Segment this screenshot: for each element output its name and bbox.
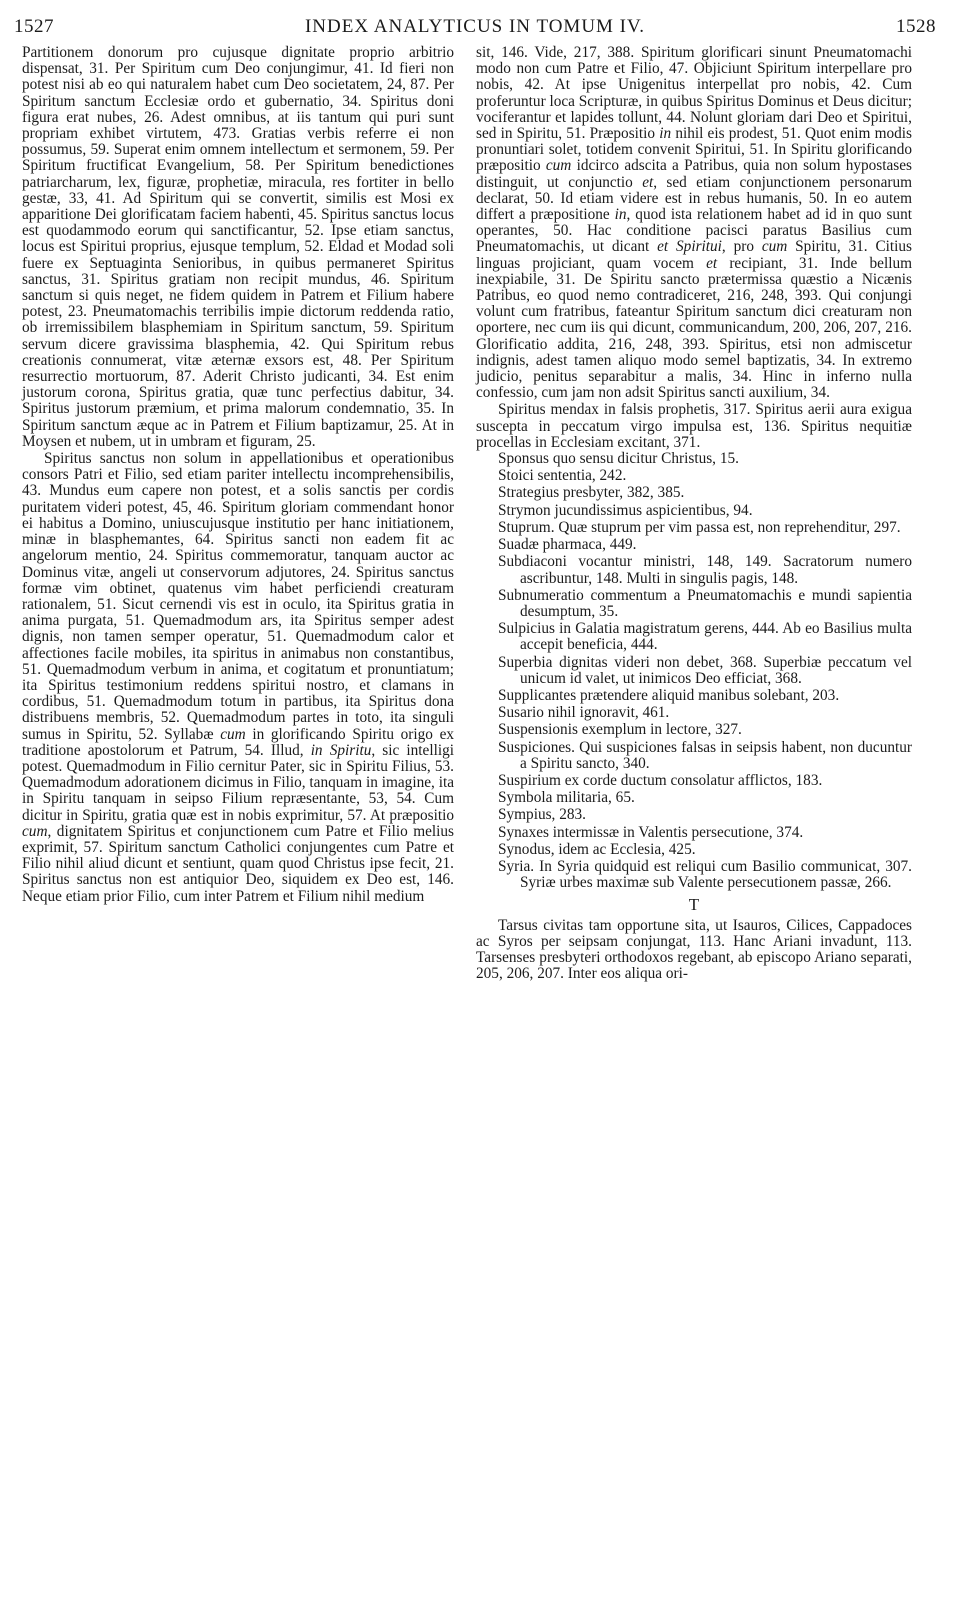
index-entry-list <box>476 451 912 891</box>
index-entry: Sulpicius in Galatia magistratum gerens, 444. Ab eo Basilius multa accepit beneficia, 444. <box>498 620 912 654</box>
right-column <box>476 45 912 982</box>
text-run: Spiritus sanctus non solum in appellationibus et operationibus consors Patri et Filio, sed etiam pariter intellectu incomprehensibilis, 43. Mundus eum capere non potest, et a solis sanctis per cordis puritatem videri potest, 45, 46. Spiritum gloriam commendant honor ei habitus a Domino, uniuscujusque institutio per hanc initiationem, minæ in blasphemantes, 64. Spiritus sancti non eadem fit ac angelorum mentio, 24. Spiritus commemoratur, tanquam auctor ac Dominus vitæ, angeli ut conservorum adjutores, 24. Spiritus sanctus formæ vim obtinet, quatenus vim habet perficiendi creaturam rationalem, 51. Sicut cernendi vis est in oculo, ita Spiritus gratia in anima purgata, 51. Quemadmodum ars, ita Spiritus semper adest dignis, non tamen semper operatur, 51. Quemadmodum calor et affectiones facile mobiles, ita spiritus in animabus non constantibus, 51. Quemadmodum verbum in anima, et cogitatum et pronuntiatum; ita Spiritus testimonium reddens spiritui nostro, et clamans in cordibus, 51. Quemadmodum totum in partibus, ita Spiritus dona distribuens membris, 52. Quemadmodum partes in toto, ita singuli sumus in Spiritu, 52. Syllabæ <box>22 450 454 743</box>
index-entry: Suspiciones. Qui suspiciones falsas in seipsis habent, non ducuntur a Spiritu sancto, 340. <box>498 738 912 772</box>
index-entry: Synaxes intermissæ in Valentis persecutione, 374. <box>498 823 804 841</box>
index-entry: Sponsus quo sensu dicitur Christus, 15. <box>498 450 739 468</box>
text-run: Spiritu, 31. Citius linguas projiciant, quam vocem <box>476 238 912 272</box>
page-number-right: 1528 <box>896 16 936 37</box>
index-entry: Strymon jucundissimus aspicientibus, 94. <box>498 501 753 519</box>
index-entry: Subnumeratio commentum a Pneumatomachis e mundi sapientia desumptum, 35. <box>498 586 912 620</box>
page-number-left: 1527 <box>14 16 54 37</box>
running-title: INDEX ANALYTICUS IN TOMUM IV. <box>304 16 646 37</box>
index-entry: Susario nihil ignoravit, 461. <box>498 704 670 722</box>
italic-term: et <box>706 254 718 272</box>
index-entry: Syria. In Syria quidquid est reliqui cum Basilio communicat, 307. Syriæ urbes maximæ sub Valente persecutionem passæ, 266. <box>498 857 912 892</box>
italic-term: cum <box>220 725 246 743</box>
index-entry: Suspirium ex corde ductum consolatur afflictos, 183. <box>498 771 823 789</box>
italic-term: in Spiritu <box>310 741 372 759</box>
index-paragraph: Tarsus civitas tam opportune sita, ut Isauros, Cilices, Cappadoces ac Syros per seipsam conjungat, 113. Hanc Ariani invadunt, 113. Tarsenses presbyteri orthodoxos regebant, ab episcopo Ariano separati, 205, 206, 207. Inter eos aliqua ori- <box>476 916 912 983</box>
text-run: , pro <box>721 238 762 256</box>
index-paragraph <box>476 45 912 401</box>
text-run: , dignitatem Spiritus et conjunctionem cum Patre et Filio melius exprimit, 57. Spiritum sanctum Catholici conjungentes cum Patre et Filio nihil aliud dicunt et sentiunt, quam quod Christus ipse fecit, 21. Spiritus sanctus non est antiquior Deo, siquidem ex Deo est, 146. Neque etiam prior Filio, cum inter Patrem et Filium nihil medium <box>22 822 454 905</box>
index-paragraph: Partitionem donorum pro cujusque dignitate proprio arbitrio dispensat, 31. Per Spiritum cum Deo conjungimur, 41. Id fieri non potest nisi ab eo qui naturalem habet cum Deo societatem, 24, 87. Per Spiritum sanctum Ecclesiæ ordo et gubernatio, 34. Spiritus doni figura erat nubes, 26. Adest omnibus, at iis tantum qui puri sunt propriam exhibet virtutem, 473. Gratias verbis referre ei non possumus, 59. Superat enim omnem intellectum et sermonem, 59. Per Spiritum fructificat Evangelium, 58. Per Spiritum benedictiones patriarcharum, lex, figuræ, prophetiæ, miracula, res fortiter in bello gestæ, 33, 41. Ad Spiritum qui se convertit, similis est Mosi ex apparitione Dei glorificatam faciem habenti, 45. Spiritus sanctus locus est quodammodo eorum qui sanctificantur, 52. Ipse etiam sanctus, locus est Spiritui proprius, ejusque templum, 52. Eldad et Modad soli fuere ex Septuaginta Senioribus, in quibus permaneret Spiritus sanctus, 31. Spiritus gratiam non recipit mundus, 46. Spiritum sanctum si quis neget, ne fidem quidem in Patrem et Filium habere potest, 23. Pneumatomachis terribilis impie dictorum reddenda ratio, ob irremissibilem blasphemiam in Spiritum sanctum, 59. Spiritum servum dicere gravissima blasphemia, 42. Qui Spiritum rebus creationis connumerat, vitæ æternæ exsors est, 48. Per Spiritum resurrectio mortuorum, 87. Aderit Christo judicanti, 34. Est enim justorum corona, Spiritus gratia, quæ tunc perfectius dabitur, 34. Spiritus justorum præmium, et prima malorum condemnatio, 35. In Spiritum sanctum æque ac in Patrem et Filium baptizamur, 25. At in Moysen et nubem, ut in umbram et figuram, 25. <box>22 44 454 450</box>
index-entry: Stuprum. Quæ stuprum per vim passa est, non reprehenditur, 297. <box>498 518 901 536</box>
text-run: , quod ista relationem habet ad id in quo sunt operantes, 50. Hac conditione pacisci paratus Basilius cum Pneumatomachis, ut dicant <box>476 206 912 256</box>
index-entry: Subdiaconi vocantur ministri, 148, 149. Sacratorum numero ascribuntur, 148. Multi in singulis pagis, 148. <box>498 553 912 587</box>
index-paragraph <box>22 451 454 905</box>
italic-term: cum <box>22 822 48 840</box>
index-entry: Superbia dignitas videri non debet, 368. Superbiæ peccatum vel unicum id valet, ut inimicos Deo efficiat, 368. <box>498 653 912 687</box>
italic-term: in <box>614 206 627 224</box>
left-column <box>22 45 454 905</box>
index-entry: Suadæ pharmaca, 449. <box>498 536 637 554</box>
italic-term: cum <box>545 157 572 175</box>
index-entry: Strategius presbyter, 382, 385. <box>498 484 685 502</box>
text-run: nihil eis prodest, 51. Quot enim modis pronuntiari solet, totidem convenit Spiritui, 51. In Spiritu glorificando præpositio <box>476 125 912 175</box>
index-entry: Supplicantes prætendere aliquid manibus solebant, 203. <box>498 686 840 704</box>
italic-term: in <box>659 125 672 143</box>
text-run: recipiant, 31. Inde bellum inexpiabile, 31. De Spiritu sancto prætermissa quæstio a Nicænis Patribus, eo quod nemo contradiceret, 216, 248, 393. Qui conjungi volunt cum fratribus, fateantur Spiritum sanctum dici creaturam non oportere, nec cum iis qui dicunt, communicandum, 200, 206, 207, 216. Glorificatio addita, 216, 248, 393. Spiritus, etsi non admiscetur indignis, adest tamen aliquo modo semel baptizatis, 34. In extremo judicio, penitus separabitur a malis, 34. Hinc in inferno nulla confessio, cum jam non adsit Spiritus sancti auxilium, 34. <box>476 254 912 402</box>
page-header <box>14 16 936 44</box>
italic-term: et Spiritui <box>657 238 722 256</box>
text-run: in glorificando Spiritu origo ex traditione apostolorum et Patrum, 54. Illud, <box>22 725 455 759</box>
text-run: , sic intelligi potest. Quemadmodum in Filio cernitur Pater, sic in Spiritu Filius, 53. Quemadmodum adorationem dicimus in Filio, tanquam in imagine, ita in Spiritu tanquam in seipso Filium repræsentante, 53, 54. Cum dicitur in Spiritu, gratia quæ est in nobis exprimitur, 57. At præpositio <box>22 741 454 824</box>
index-entry: Suspensionis exemplum in lectore, 327. <box>498 721 742 739</box>
index-entry: Stoici sententia, 242. <box>498 467 627 485</box>
index-entry: Symbola militaria, 65. <box>498 789 635 807</box>
text-run: sit, 146. Vide, 217, 388. Spiritum glorificari sinunt Pneumatomachi modo non cum Patre et Filio, 47. Objiciunt Spiritum interpellare pro nobis, 42. At ipse Unigenitus interpellat pro nobis, 42. Cum proferuntur loca Scripturæ, in quibus Spiritus Dominus et Deus dicitur; vociferantur et lapides tollunt, 44. Nolunt gloriam dari Deo et Spiritui, sed in Spiritu, 51. Præpositio <box>476 44 912 143</box>
index-entry: Synodus, idem ac Ecclesia, 425. <box>498 840 696 858</box>
italic-term: cum <box>761 238 788 256</box>
italic-term: et <box>642 173 654 191</box>
section-letter: T <box>688 895 700 915</box>
index-entry: Sympius, 283. <box>498 806 586 824</box>
index-paragraph: Spiritus mendax in falsis prophetis, 317. Spiritus aerii aura exigua suscepta in peccatum virgo impulsa est, 136. Spiritus nequitiæ procellas in Ecclesiam excitant, 371. <box>476 401 912 451</box>
text-run: , sed etiam conjunctionem personarum declarat, 50. Id etiam videre est in rebus humanis, 50. In eo autem differt a præpositione <box>476 173 912 224</box>
text-run: idcirco adscita a Patribus, quia non solum hypostases distinguit, ut conjunctio <box>476 157 912 191</box>
